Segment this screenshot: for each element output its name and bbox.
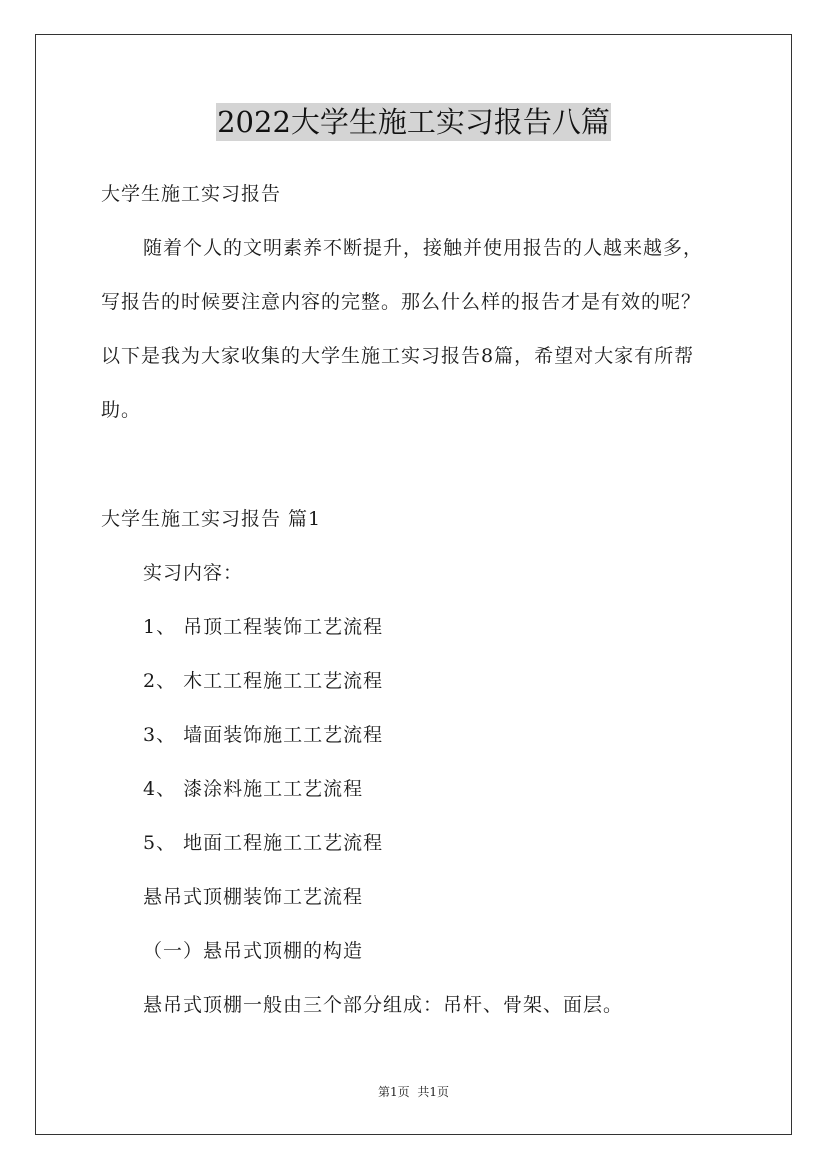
body-text: 悬吊式顶棚一般由三个部分组成：吊杆、骨架、面层。 [143,994,624,1016]
page-number-current: 第1页 [377,1085,410,1099]
list-item: 4、 漆涂料施工工艺流程 [143,778,364,800]
document-title: 2022大学生施工实习报告八篇 [217,105,610,139]
list-item: 2、 木工工程施工工艺流程 [143,670,384,692]
intro-line-3: 以下是我为大家收集的大学生施工实习报告8篇，希望对大家有所帮 [101,345,695,367]
page-footer [0,1084,827,1100]
sub-heading: 悬吊式顶棚装饰工艺流程 [143,886,364,908]
document-subtitle: 大学生施工实习报告 [101,183,282,205]
content-label: 实习内容： [143,562,244,584]
title-container [0,103,827,141]
sub-section-heading: （一）悬吊式顶棚的构造 [143,940,364,962]
page-number-total: 共1页 [417,1085,450,1099]
intro-line-4: 助。 [101,399,142,421]
intro-line-1: 随着个人的文明素养不断提升，接触并使用报告的人越来越多， [143,237,704,259]
list-item: 1、 吊顶工程装饰工艺流程 [143,616,384,638]
intro-line-2: 写报告的时候要注意内容的完整。那么什么样的报告才是有效的呢？ [101,291,702,313]
section-heading: 大学生施工实习报告 篇1 [101,508,322,530]
list-item: 3、 墙面装饰施工工艺流程 [143,724,384,746]
list-item: 5、 地面工程施工工艺流程 [143,832,384,854]
